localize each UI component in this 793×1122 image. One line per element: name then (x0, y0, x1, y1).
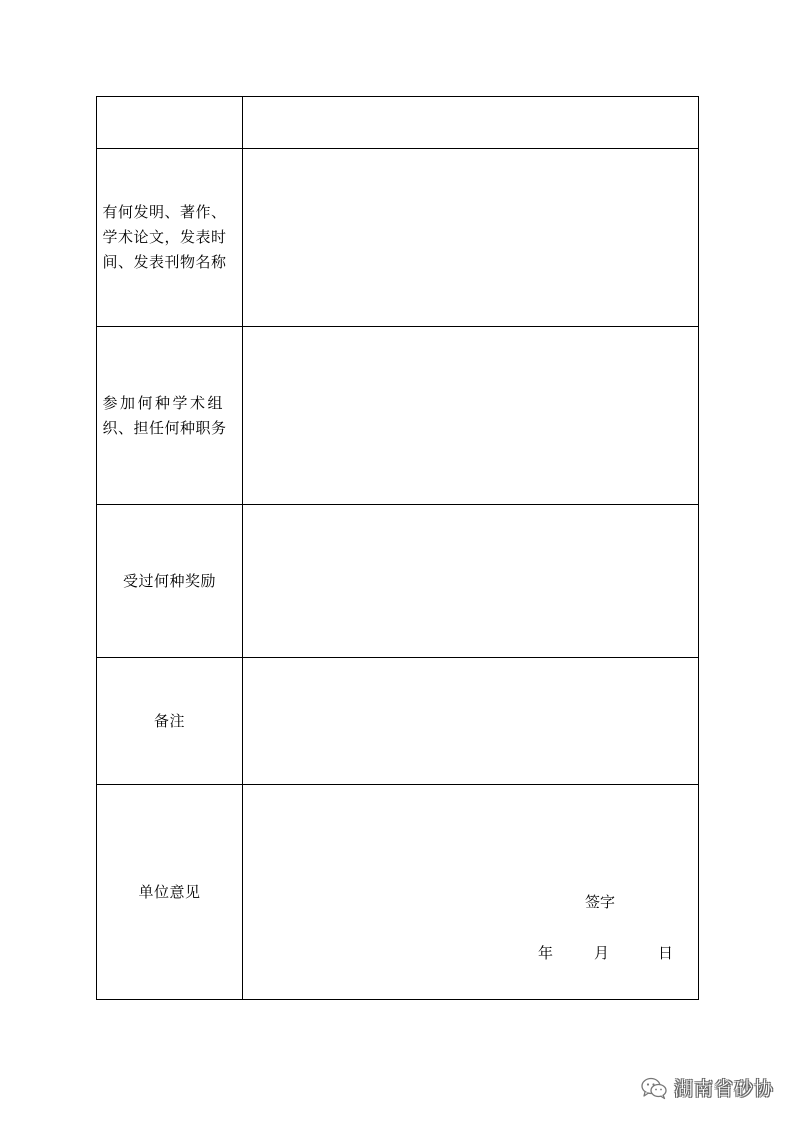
remarks-label (103, 709, 237, 734)
label-line: 参加何种学术组 (102, 393, 226, 412)
label-cell-awards (97, 505, 243, 657)
form-row-blank (97, 97, 698, 148)
wechat-icon (640, 1076, 668, 1100)
label-line: 学术论文，发表时 (102, 228, 227, 246)
label-line: 织、担任何种职务 (102, 418, 227, 437)
value-cell-publications[interactable] (243, 149, 698, 326)
form-row-publications (97, 148, 698, 326)
label-cell-organizations (97, 327, 243, 504)
label-line: 间、发表刊物名称 (102, 253, 227, 271)
form-row-remarks (97, 657, 698, 784)
watermark (640, 1074, 774, 1101)
form-row-unit-opinion (97, 784, 698, 999)
application-form-table (96, 96, 699, 1000)
date-year-label: 年 (538, 944, 554, 962)
label-cell-unit-opinion (97, 785, 243, 999)
value-cell-blank[interactable] (243, 97, 698, 148)
label-line: 单位意见 (138, 882, 201, 901)
form-row-organizations (97, 326, 698, 504)
label-line: 备注 (153, 711, 185, 730)
watermark-text: 湖南省砂协 (674, 1078, 775, 1100)
signature-label: 签字 (585, 893, 616, 911)
value-cell-remarks[interactable] (243, 658, 698, 784)
label-cell-publications (97, 149, 243, 326)
value-cell-unit-opinion[interactable] (243, 785, 698, 999)
organizations-label (103, 391, 237, 441)
label-cell-blank (97, 97, 243, 148)
unit-opinion-label (103, 880, 237, 905)
form-row-awards (97, 504, 698, 657)
date-month-label: 月 (594, 944, 610, 962)
label-cell-remarks (97, 658, 243, 784)
label-line: 有何发明、著作、 (102, 203, 227, 221)
publications-label (103, 200, 237, 275)
awards-label (103, 569, 237, 594)
label-line: 受过何种奖励 (122, 571, 216, 590)
value-cell-organizations[interactable] (243, 327, 698, 504)
date-day-label: 日 (658, 944, 674, 962)
value-cell-awards[interactable] (243, 505, 698, 657)
